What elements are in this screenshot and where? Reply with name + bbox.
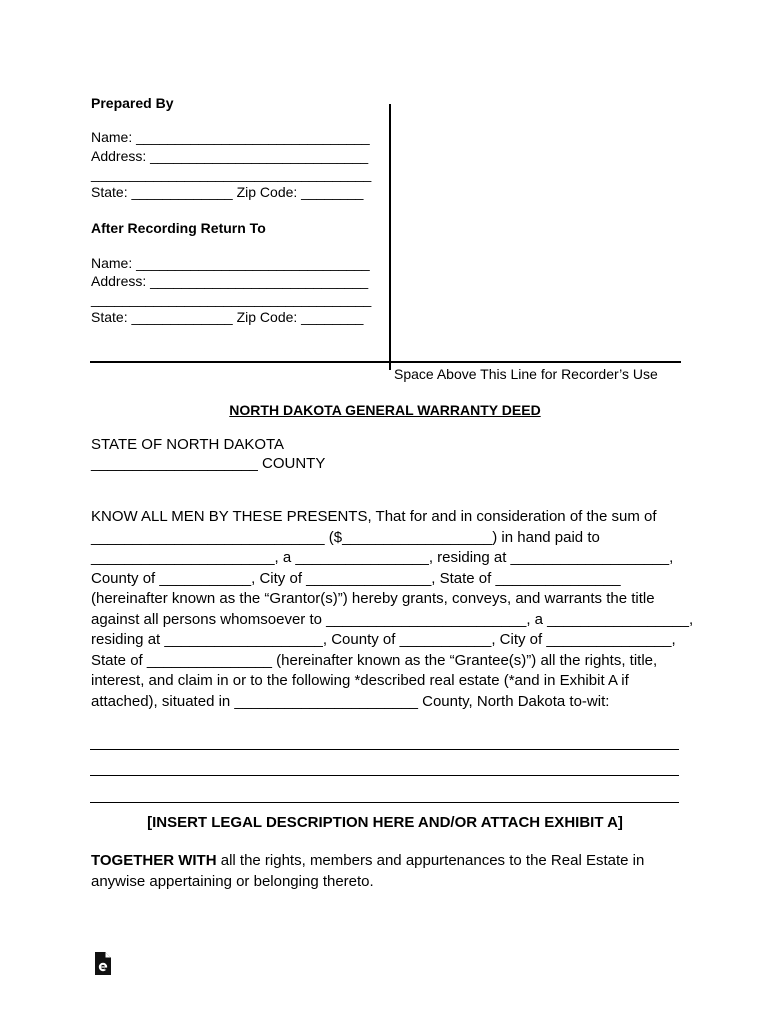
conveyance-paragraph	[91, 507, 694, 712]
body-line[interactable]: against all persons whomsoever to ________________________, a _________________,	[91, 610, 694, 628]
together-with-text: all the rights, members and appurtenances to the Real Estate in	[216, 852, 645, 869]
eforms-document-icon	[94, 951, 112, 976]
legal-description-line-2[interactable]	[90, 775, 679, 776]
prepared-by-address-line2-field[interactable]: ____________________________________	[91, 166, 372, 182]
legal-description-line-1[interactable]	[90, 749, 679, 750]
together-with-lead: TOGETHER WITH	[91, 852, 217, 869]
body-line: interest, and claim in or to the following *described real estate (*and in Exhibit A if	[91, 672, 629, 689]
body-line[interactable]: County of ___________, City of _______________, State of _______________	[91, 569, 621, 587]
return-to-heading: After Recording Return To	[91, 220, 266, 236]
recorder-note: Space Above This Line for Recorder’s Use	[394, 366, 658, 382]
body-line[interactable]: ______________________, a ________________, residing at ___________________,	[91, 549, 674, 566]
deed-title: NORTH DAKOTA GENERAL WARRANTY DEED	[229, 402, 541, 418]
body-line[interactable]: residing at ___________________, County of ___________, City of _______________,	[91, 631, 676, 648]
recorder-divider-vertical	[389, 104, 391, 370]
return-to-state-zip-field[interactable]: State: _____________ Zip Code: ________	[91, 309, 364, 325]
body-line: KNOW ALL MEN BY THESE PRESENTS, That for and in consideration of the sum of	[91, 508, 657, 525]
together-with-line2: anywise appertaining or belonging thereto.	[91, 873, 374, 890]
together-with-line	[91, 852, 644, 869]
return-to-name-field[interactable]: Name: ______________________________	[91, 255, 370, 271]
prepared-by-name-field[interactable]: Name: ______________________________	[91, 129, 370, 145]
state-line: STATE OF NORTH DAKOTA	[91, 436, 285, 453]
legal-description-placeholder: [INSERT LEGAL DESCRIPTION HERE AND/OR ATTACH EXHIBIT A]	[147, 814, 623, 831]
body-line[interactable]: attached), situated in ______________________ County, North Dakota to-wit:	[91, 692, 610, 710]
prepared-by-heading: Prepared By	[91, 95, 174, 111]
body-line: (hereinafter known as the “Grantor(s)”) hereby grants, conveys, and warrants the title	[91, 590, 655, 607]
county-field[interactable]: ____________________ COUNTY	[91, 455, 326, 472]
prepared-by-state-zip-field[interactable]: State: _____________ Zip Code: ________	[91, 184, 364, 200]
recorder-divider-horizontal	[90, 361, 681, 363]
legal-description-line-3[interactable]	[90, 802, 679, 803]
prepared-by-address-field[interactable]: Address: ____________________________	[91, 148, 369, 164]
body-line[interactable]: ____________________________ ($__________________) in hand paid to	[91, 528, 600, 546]
return-to-address-field[interactable]: Address: ____________________________	[91, 273, 369, 289]
body-line[interactable]: State of _______________ (hereinafter known as the “Grantee(s)”) all the rights, title,	[91, 651, 658, 669]
return-to-address-line2-field[interactable]: ____________________________________	[91, 291, 372, 307]
